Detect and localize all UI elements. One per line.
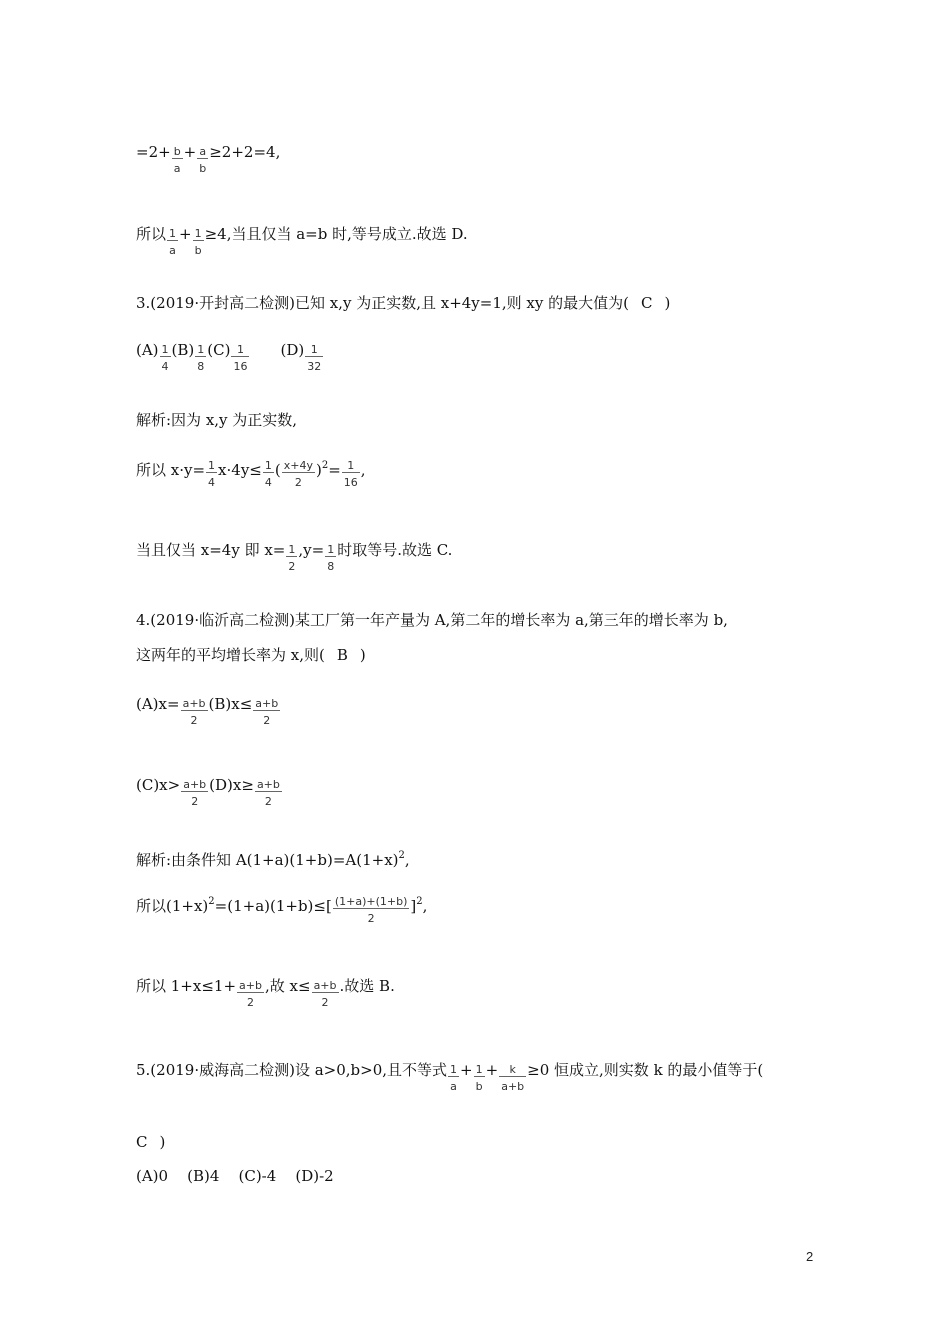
fraction: $\frac{b}{a}$ [173, 145, 181, 175]
question-3-options: (A) $\frac{1}{4}$ (B) $\frac{1}{8}$ (C) $\frac{1}{16}$ (D) $\frac{1}{32}$ [136, 341, 322, 373]
fraction: $\frac{k}{a+b}$ [501, 1063, 525, 1093]
question-5: 5.(2019·威海高二检测)设 a>0,b>0,且不等式 $\frac{1}{a}$ + $\frac{1}{b}$ + $\frac{k}{a+b}$ ≥0 恒成立,则实数 k 的最小值等于( [136, 1061, 764, 1093]
question-5-answer: C ) [136, 1133, 166, 1151]
question-4-line-2: 这两年的平均增长率为 x,则( B ) [136, 646, 366, 664]
q4-solution-2: 所以$(1+x)^2=(1+a)(1+b)\le$[ $\frac{(1+a)+(1+b)}{2}$ ]$^2$, [136, 895, 428, 925]
q4-solution-3: 所以 1+x≤1+ $\frac{a+b}{2}$ ,故 x≤ $\frac{a+b}{2}$ .故选 B. [136, 977, 395, 1009]
page-number: 2 [806, 1249, 814, 1264]
fraction: $\frac{1}{b}$ [475, 1063, 483, 1093]
question-4-line-1: 4.(2019·临沂高二检测)某工厂第一年产量为 A,第二年的增长率为 a,第三年的增长率为 b, [136, 611, 728, 629]
fraction: $\frac{1}{2}$ [288, 543, 296, 573]
line-2: 所以 $\frac{1}{a}$ + $\frac{1}{b}$ ≥4,当且仅当 a=b 时,等号成立.故选 D. [136, 225, 468, 257]
fraction: $\frac{a+b}{2}$ [255, 697, 279, 727]
fraction: $\frac{1}{32}$ [307, 343, 322, 373]
fraction: $\frac{1}{b}$ [194, 227, 202, 257]
fraction: $\frac{x+4y}{2}$ [283, 459, 313, 489]
fraction: $\frac{a}{b}$ [199, 145, 207, 175]
q3-solution-3: 当且仅当 x=4y 即 x= $\frac{1}{2}$ ,y= $\frac{1}{8}$ 时取等号.故选 C. [136, 541, 453, 573]
fraction: $\frac{1}{4}$ [208, 459, 216, 489]
question-5-options: (A)0 (B)4 (C)-4 (D)-2 [136, 1167, 334, 1185]
fraction: $\frac{1}{a}$ [169, 227, 177, 257]
fraction: $\frac{1}{8}$ [197, 343, 205, 373]
fraction: $\frac{(1+a)+(1+b)}{2}$ [334, 895, 408, 925]
fraction: $\frac{1}{16}$ [343, 459, 358, 489]
fraction: $\frac{1}{4}$ [264, 459, 272, 489]
fraction: $\frac{1}{4}$ [161, 343, 169, 373]
fraction: $\frac{a+b}{2}$ [239, 979, 262, 1009]
question-3: 3.(2019·开封高二检测)已知 x,y 为正实数,且 x+4y=1,则 xy 的最大值为( C ) [136, 294, 671, 312]
fraction: $\frac{a+b}{2}$ [313, 979, 337, 1009]
fraction: $\frac{a+b}{2}$ [183, 778, 207, 808]
fraction: $\frac{a+b}{2}$ [256, 778, 280, 808]
q3-solution-1: 解析:因为 x,y 为正实数, [136, 411, 298, 429]
line-1: =2+ $\frac{b}{a}$ + $\frac{a}{b}$ ≥2+2=4, [136, 143, 281, 175]
answer: C [136, 1133, 148, 1151]
fraction: $\frac{a+b}{2}$ [182, 697, 206, 727]
fraction: $\frac{1}{a}$ [450, 1063, 458, 1093]
fraction: $\frac{1}{8}$ [327, 543, 335, 573]
answer: B [336, 646, 348, 664]
question-4-options-1: (A)x= $\frac{a+b}{2}$ (B)x≤ $\frac{a+b}{2}$ [136, 695, 279, 727]
q4-solution-1: 解析:由条件知 $A(1+a)(1+b)=A(1+x)^2$, [136, 850, 410, 869]
fraction: $\frac{1}{16}$ [233, 343, 248, 373]
answer: C [640, 294, 653, 312]
q3-solution-2: 所以 x·y= $\frac{1}{4}$ x·4y≤ $\frac{1}{4}$ ( $\frac{x+4y}{2}$ )$^2$= $\frac{1}{16}$ , [136, 459, 366, 489]
question-4-options-2: (C)x> $\frac{a+b}{2}$ (D)x≥ $\frac{a+b}{2}$ [136, 776, 280, 808]
